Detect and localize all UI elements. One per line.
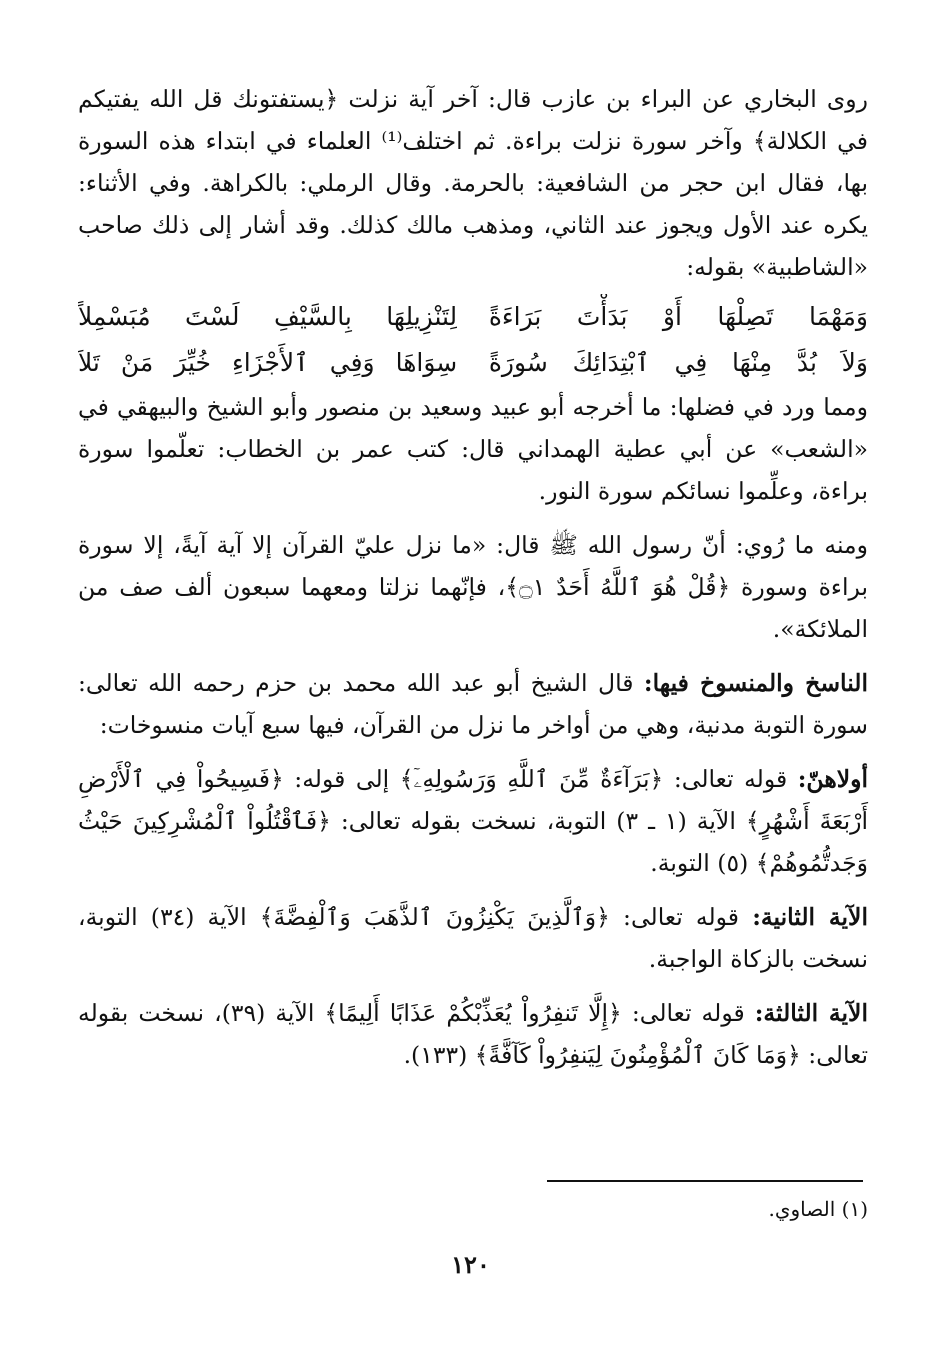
paragraph-virtues: ومما ورد في فضلها: ما أخرجه أبو عبيد وسعيد بن منصور وأبو الشيخ والبيهقي في «الشعب» عن أبي عطية الهمداني قال: كتب عمر بن الخطاب: تعلّموا سورة براءة، وعلِّموا نسائكم سورة النور. [78, 393, 868, 505]
page-number: ١٢٠ [451, 1250, 490, 1279]
third-verse-label: الآية الثالثة: [754, 999, 868, 1027]
paragraph-hadith: ومنه ما رُوي: أنّ رسول الله ﷺ قال: «ما نزل عليّ القرآن إلا آية آيةً، إلا سورة براءة وسورة ﴿قُلْ هُوَ ٱللَّهُ أَحَدٌ ۝١﴾، فإنّهما نزلتا ومعهما سبعون ألف صف من الملائكة». [78, 531, 868, 643]
verse-2-first-hemistich: وَلاَ بُدَّ مِنْهَا فِي ٱبْتِدَائِكَ سُورَةً [488, 348, 868, 377]
abrogation-text: قال الشيخ أبو عبد الله محمد بن حزم رحمه الله تعالى: سورة التوبة مدنية، وهي من أواخر ما نزل من القرآن، فيها سبع آيات منسوخات: [78, 669, 868, 739]
verse-line-2 [78, 340, 868, 386]
paragraph-first-verse [78, 758, 868, 884]
footnote: (١) الصاوي. [768, 1197, 868, 1221]
first-verse-label: أولاهنّ: [797, 765, 868, 793]
footnote-divider [547, 1180, 863, 1182]
verse-1-second-hemistich: لِتَنْزِيلِهَا بِالسَّيْفِ لَسْتَ مُبَسْمِلاً [78, 302, 458, 331]
first-verse-text: قوله تعالى: ﴿بَرَآءَةٌ مِّنَ ٱللَّهِ وَرَسُولِهِۦٓ﴾ إلى قوله: ﴿فَسِيحُواْ فِي ٱلْأَرْضِ أَرْبَعَةَ أَشْهُرٍ﴾ الآية (١ ـ ٣) التوبة، نسخت بقوله تعالى: ﴿فَٱقْتُلُواْ ٱلْمُشْرِكِينَ حَيْثُ وَجَدتُّمُوهُمْ﴾ (٥) التوبة. [78, 765, 868, 877]
paragraph-abrogation [78, 662, 868, 746]
second-verse-label: الآية الثانية: [752, 903, 868, 931]
verse-line-1 [78, 294, 868, 340]
second-verse-text: قوله تعالى: ﴿وَٱلَّذِينَ يَكْنِزُونَ ٱلذَّهَبَ وَٱلْفِضَّةَ﴾ الآية (٣٤) التوبة، نسخت بالزكاة الواجبة. [78, 903, 868, 973]
poem-verses [78, 294, 868, 386]
verse-1-first-hemistich: وَمَهْمَا تَصِلْهَا أَوْ بَدَأْتَ بَرَاءَةً [488, 302, 868, 331]
paragraph-third-verse [78, 992, 868, 1076]
page-body [78, 78, 868, 1076]
verse-2-second-hemistich: سِوَاهَا وَفِي ٱلأَجْزَاءِ خُيِّرَ مَنْ تَلاَ [78, 348, 458, 377]
third-verse-text: قوله تعالى: ﴿إِلَّا تَنفِرُواْ يُعَذِّبْكُمْ عَذَابًا أَلِيمًا﴾ الآية (٣٩)، نسخت بقوله تعالى: ﴿وَمَا كَانَ ٱلْمُؤْمِنُونَ لِيَنفِرُواْ كَآفَّةً﴾ (١٣٣). [78, 999, 868, 1069]
abrogation-heading: الناسخ والمنسوخ فيها: [643, 669, 868, 697]
paragraph-second-verse [78, 896, 868, 980]
paragraph-intro: روى البخاري عن البراء بن عازب قال: آخر آية نزلت ﴿يستفتونك قل الله يفتيكم في الكلالة﴾ وآخر سورة نزلت براءة. ثم اختلف⁽¹⁾ العلماء في ابتداء هذه السورة بها، فقال ابن حجر من الشافعية: بالحرمة. وقال الرملي: بالكراهة. وفي الأثناء: يكره عند الأول ويجوز عند الثاني، ومذهب مالك كذلك. وقد أشار إلى ذلك صاحب «الشاطبية» بقوله: [78, 85, 868, 281]
